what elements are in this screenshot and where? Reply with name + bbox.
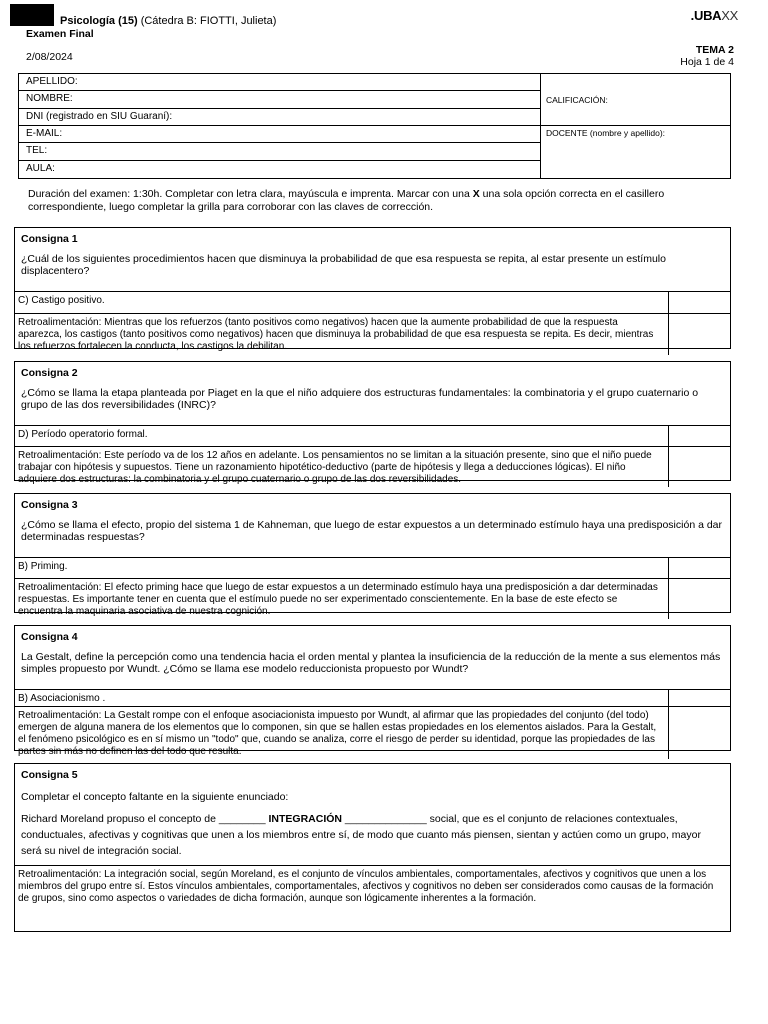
answer-row	[15, 425, 730, 446]
uba-logo: .UBAXX	[690, 8, 738, 23]
question-title: Consigna 1	[21, 233, 78, 245]
feedback-row	[15, 865, 730, 907]
logo-redaction	[10, 4, 54, 26]
feedback-text: Retroalimentación: El efecto priming hace que luego de estar expuestos a un determinado estímulo haya una predisposición a dar determinadas respuestas. Es importante tener en cuenta que el estímulo puede no ser experimentado conscientemente. En la base de este efecto se encuentra la maquinaria asociativa de nuestra cognición.	[18, 582, 658, 617]
grading-panel	[540, 74, 731, 178]
answer-checkbox[interactable]	[668, 558, 730, 578]
course-title: Psicología (15) (Cátedra B: FIOTTI, Julieta)	[60, 15, 277, 27]
fill-in-statement: Richard Moreland propuso el concepto de ________ INTEGRACIÓN ______________ social, que es el conjunto de relaciones contextuales, conductuales, afectivas y cognitivas que unen a los miembros entre sí, de modo que cuanto más piensen, sientan y actúen como un grupo, mayor será su nivel de integración social.	[21, 813, 701, 857]
question-card-4	[14, 625, 731, 757]
question-text: La Gestalt, define la percepción como una tendencia hacia el orden mental y plantea la insuficiencia de la reducción de la mente a sus elementos más simples propuesto por Wundt. ¿Cómo se llama ese modelo reduccionista propuesto por Wundt?	[21, 651, 721, 675]
exam-type: Examen Final	[26, 28, 94, 40]
apellido-field[interactable]: APELLIDO:	[19, 74, 540, 91]
question-card-2	[14, 361, 731, 485]
feedback-row	[15, 706, 730, 759]
feedback-row	[15, 313, 730, 355]
answer-checkbox[interactable]	[668, 292, 730, 313]
question-title: Consigna 5	[21, 769, 78, 781]
question-title: Consigna 4	[21, 631, 78, 643]
question-text: ¿Cuál de los siguientes procedimientos hacen que disminuya la probabilidad de que esa respuesta se repita, al estar presente un estímulo displacentero?	[21, 253, 666, 277]
answer-text: B) Priming.	[18, 561, 68, 572]
answer-text: D) Período operatorio formal.	[18, 429, 148, 440]
question-card-1	[14, 227, 731, 352]
question-title: Consigna 3	[21, 499, 78, 511]
question-text: ¿Cómo se llama la etapa planteada por Piaget en la que el niño adquiere dos estructuras fundamentales: la combinatoria y el grupo cuaternario o grupo de las dos reversibilidades (INRC)?	[21, 387, 699, 411]
feedback-cell	[668, 579, 730, 619]
answer-text: B) Asociacionismo .	[18, 693, 106, 704]
feedback-text: Retroalimentación: La Gestalt rompe con el enfoque asociacionista impuesto por Wundt, al afirmar que las propiedades del conjunto (del todo) emergen de alguna manera de los elementos que lo componen, sin que se hallen estas propiedades en los elementos aislados. Para la Gestalt, el fenómeno psicológico es en sí mismo un "todo" que, cuando se analiza, corre el riesgo de perder su identidad, porque las propiedades de las partes sin más no definen las del todo que resulta.	[18, 710, 657, 757]
feedback-row	[15, 446, 730, 487]
student-id-box	[18, 73, 731, 179]
feedback-text: Retroalimentación: La integración social, según Moreland, es el conjunto de vínculos ambientales, comportamentales, afectivos y cognitivos que unen a los miembros del grupo entre sí. Estos vínculos ambientales, comportamentales, afectivos y cognitivos no deben ser considerados como causas de la formación de grupos, sino como aspectos o variedades de dicha formación, aunque son lógicamente inherentes a la formación.	[18, 869, 714, 904]
docente-field[interactable]: DOCENTE (nombre y apellido):	[546, 128, 666, 138]
exam-date: 2/08/2024	[26, 51, 73, 63]
nombre-field[interactable]: NOMBRE:	[19, 91, 540, 108]
answer-row	[15, 557, 730, 578]
question-text: Completar el concepto faltante en la siguiente enunciado:	[21, 791, 289, 803]
answer-row	[15, 689, 730, 706]
question-title: Consigna 2	[21, 367, 78, 379]
fill-in-answer[interactable]: INTEGRACIÓN	[268, 813, 343, 825]
page-counter: Hoja 1 de 4	[680, 56, 734, 68]
aula-field[interactable]: AULA:	[26, 162, 55, 174]
tema-label: TEMA 2	[695, 44, 734, 56]
calificacion-field[interactable]: CALIFICACIÓN:	[541, 74, 731, 126]
feedback-cell	[668, 447, 730, 487]
answer-checkbox[interactable]	[668, 426, 730, 446]
feedback-cell	[668, 707, 730, 759]
answer-checkbox[interactable]	[668, 690, 730, 706]
question-card-3	[14, 493, 731, 617]
answer-text: C) Castigo positivo.	[18, 295, 105, 306]
student-fields	[19, 74, 540, 178]
answer-row	[15, 291, 730, 313]
tel-field[interactable]: TEL:	[19, 143, 540, 160]
feedback-cell	[668, 314, 730, 355]
dni-field[interactable]: DNI (registrado en SIU Guaraní):	[19, 109, 540, 126]
question-text: ¿Cómo se llama el efecto, propio del sistema 1 de Kahneman, que luego de estar expuestos a un determinado estímulo haya una predisposición a dar determinadas respuestas?	[21, 519, 723, 543]
email-field[interactable]: E-MAIL:	[19, 126, 540, 143]
feedback-text: Retroalimentación: Mientras que los refuerzos (tanto positivos como negativos) hacen que la aumente probabilidad de que la respuesta aparezca, los castigos (tanto positivos como negativos) hacen que disminuya la probabilidad de que esa respuesta se repita. Es decir, mientras los refuerzos fortalecen la conducta, los castigos la debilitan.	[18, 317, 654, 352]
feedback-text: Retroalimentación: Este período va de los 12 años en adelante. Los pensamientos no se limitan a la situación presente, sino que el niño puede trabajar con hipótesis y supuestos. Tiene un razonamiento hipotético-deductivo (parte de hipótesis y llega a deducciones lógicas). El niño adquiere dos estructuras: la combinatoria y el grupo cuaternario o grupo de las dos reversibilidades.	[18, 450, 652, 485]
feedback-row	[15, 578, 730, 619]
question-card-5	[14, 763, 731, 932]
instructions: Duración del examen: 1:30h. Completar con letra clara, mayúscula e imprenta. Marcar con una X una sola opción correcta en el casillero correspondiente, luego completar la grilla para corroborar con las claves de corrección.	[28, 188, 665, 213]
